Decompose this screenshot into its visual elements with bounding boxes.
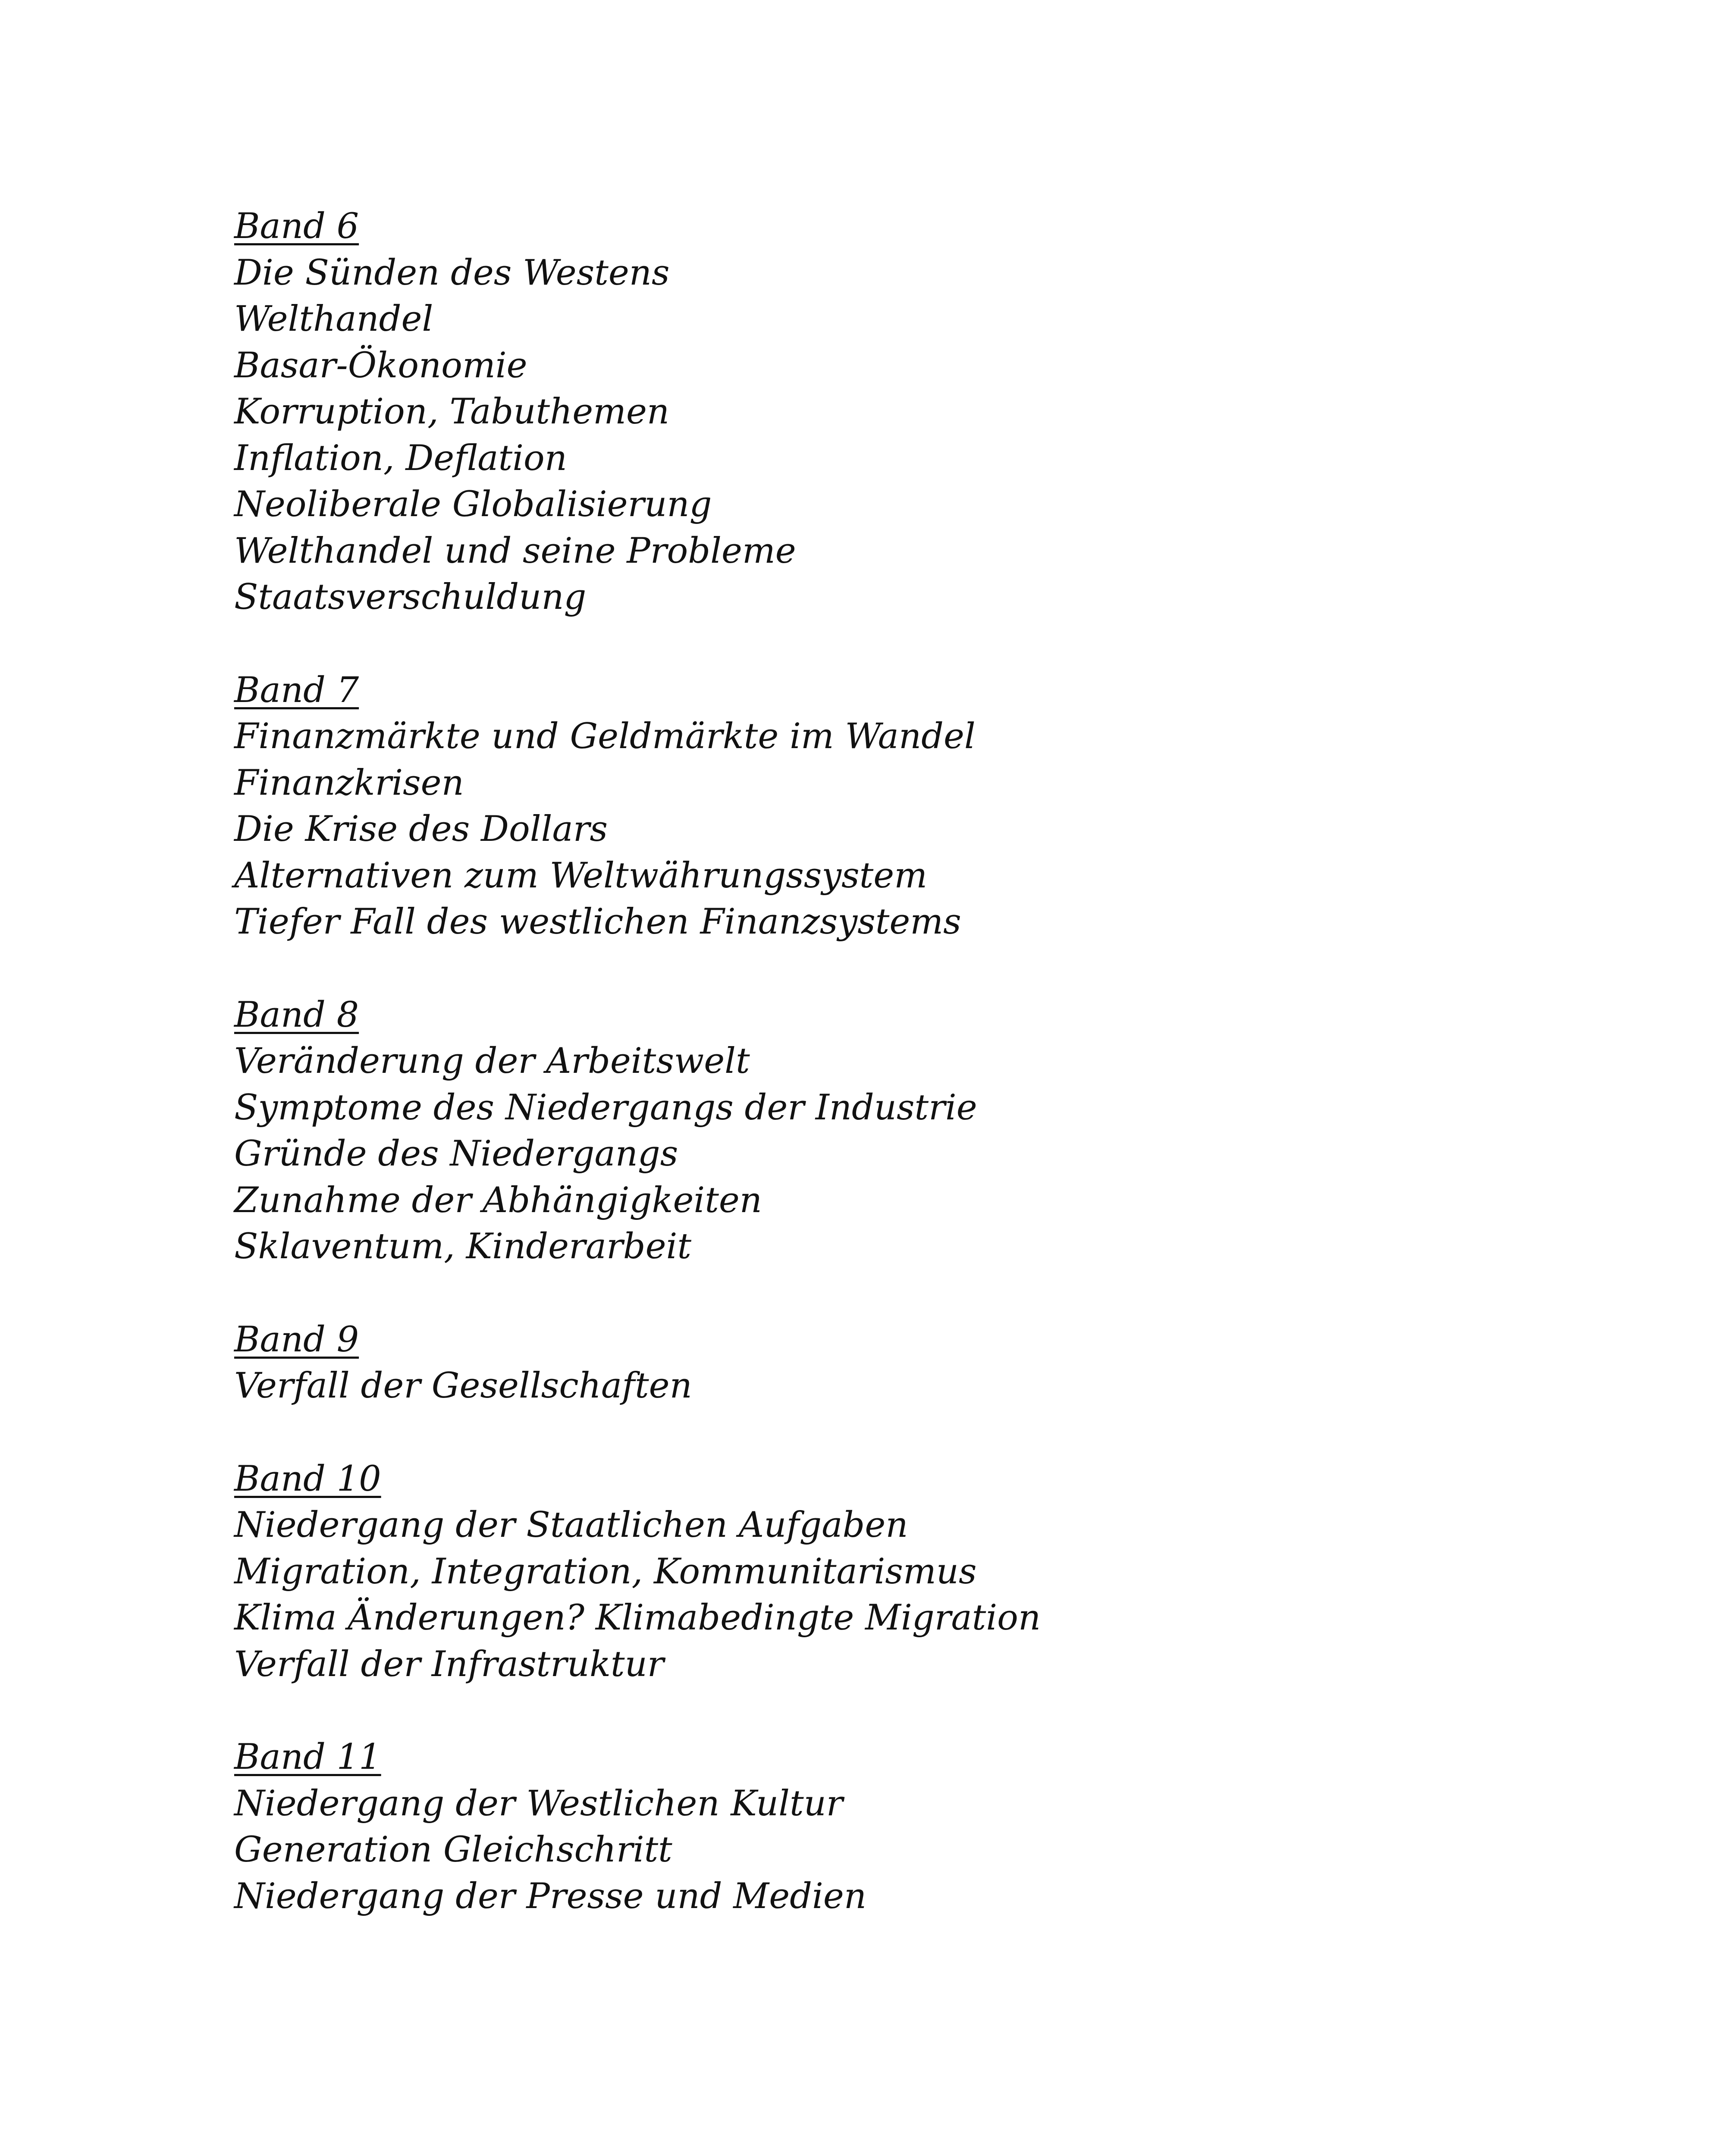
volume-heading: Band 10 (234, 1458, 381, 1499)
topic-line: Verfall der Gesellschaften (234, 1366, 692, 1406)
volume-band-9 (234, 1317, 1528, 1410)
topic-line: Verfall der Infrastruktur (234, 1644, 664, 1685)
volume-band-11 (234, 1734, 1528, 1920)
topic-line: Welthandel und seine Probleme (234, 530, 796, 571)
topic-line: Finanzkrisen (234, 762, 464, 803)
topic-line: Basar-Ökonomie (234, 345, 527, 386)
topic-line: Zunahme der Abhängigkeiten (234, 1180, 762, 1221)
topic-line: Sklaventum, Kinderarbeit (234, 1226, 692, 1267)
volume-heading: Band 7 (234, 670, 359, 711)
volume-heading: Band 11 (234, 1737, 381, 1777)
topic-line: Die Krise des Dollars (234, 809, 608, 849)
volume-heading: Band 8 (234, 994, 359, 1035)
topic-line: Migration, Integration, Kommunitarismus (234, 1551, 977, 1592)
topic-line: Neoliberale Globalisierung (234, 484, 712, 525)
volume-band-8 (234, 992, 1528, 1270)
topic-line: Klima Änderungen? Klimabedingte Migration (234, 1598, 1041, 1638)
topic-line: Staatsverschuldung (234, 577, 587, 617)
topic-line: Tiefer Fall des westlichen Finanzsystems (234, 902, 961, 942)
topic-line: Veränderung der Arbeitswelt (234, 1041, 750, 1081)
volume-heading: Band 6 (234, 206, 359, 247)
volume-heading: Band 9 (234, 1319, 359, 1360)
topic-line: Symptome des Niedergangs der Industrie (234, 1087, 977, 1128)
topic-line: Niedergang der Staatlichen Aufgaben (234, 1505, 908, 1545)
volume-contents-list (234, 204, 1528, 1966)
topic-line: Finanzmärkte und Geldmärkte im Wandel (234, 716, 976, 757)
topic-line: Die Sünden des Westens (234, 252, 670, 293)
topic-line: Gründe des Niedergangs (234, 1134, 678, 1174)
volume-band-7 (234, 667, 1528, 946)
topic-line: Niedergang der Westlichen Kultur (234, 1783, 843, 1824)
topic-line: Welthandel (234, 299, 433, 339)
topic-line: Generation Gleichschritt (234, 1830, 672, 1870)
topic-line: Korruption, Tabuthemen (234, 392, 670, 432)
topic-line: Niedergang der Presse und Medien (234, 1876, 867, 1917)
volume-band-10 (234, 1456, 1528, 1688)
topic-line: Inflation, Deflation (234, 438, 567, 479)
topic-line: Alternativen zum Weltwährungssystem (234, 855, 928, 896)
volume-band-6 (234, 204, 1528, 621)
